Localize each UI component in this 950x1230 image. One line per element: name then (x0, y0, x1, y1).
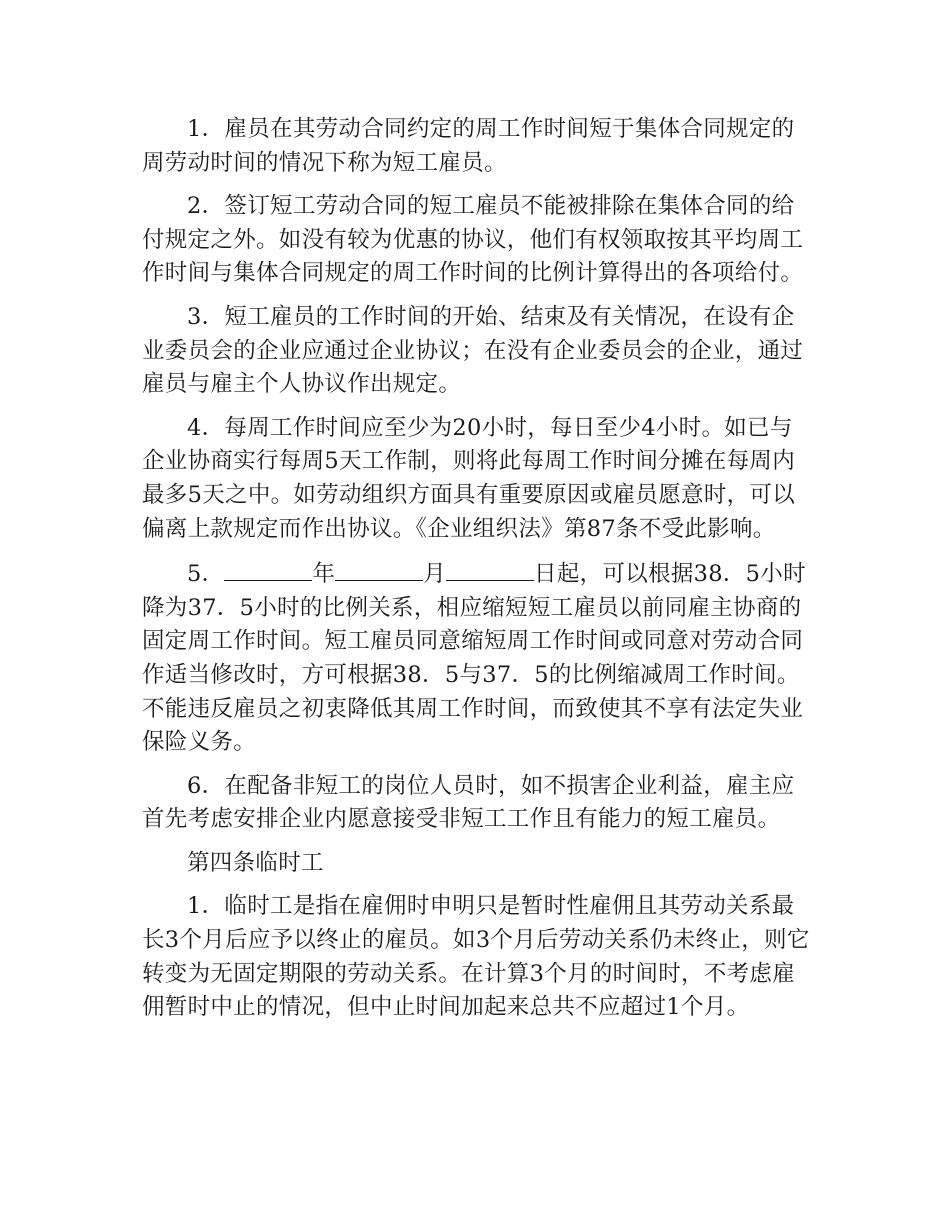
paragraph-1: 1．雇员在其劳动合同约定的周工作时间短于集体合同规定的周劳动时间的情况下称为短工雇员。 (142, 116, 795, 176)
month-label: 月 (423, 561, 447, 588)
paragraph-4: 4．每周工作时间应至少为20小时，每日至少4小时。如已与企业协商实行每周5天工作制，则将此每周工作时间分摊在每周内最多5天之中。如劳动组织方面具有重要原因或雇员愿意时，可以偏离上款规定而作出协议。《企业组织法》第87条不受此影响。 (142, 414, 796, 542)
year-label: 年 (312, 561, 336, 588)
paragraph-5 (142, 556, 812, 760)
section-heading: 第四条临时工 (187, 849, 324, 876)
year-blank (224, 556, 312, 581)
paragraph-7: 1．临时工是指在雇佣时申明只是暂时性雇佣且其劳动关系最长3个月后应予以终止的雇员。如3个月后劳动关系仍未终止，则它转变为无固定期限的劳动关系。在计算3个月的时间时，不考虑雇佣暂时中止的情况，但中止时间加起来总共不应超过1个月。 (142, 893, 810, 1021)
month-blank (335, 556, 423, 581)
paragraph-5-body: 日起，可以根据38．5小时降为37．5小时的比例关系，相应缩短短工雇员以前同雇主协商的固定周工作时间。短工雇员同意缩短周工作时间或同意对劳动合同作适当修改时，方可根据38．5与37．5的比例缩减周工作时间。不能违反雇员之初衷降低其周工作时间，而致使其不享有法定失业保险义务。 (142, 561, 806, 756)
paragraph-3: 3．短工雇员的工作时间的开始、结束及有关情况，在设有企业委员会的企业应通过企业协议；在没有企业委员会的企业，通过雇员与雇主个人协议作出规定。 (142, 303, 804, 398)
day-blank (446, 556, 534, 581)
paragraph-5-prefix: 5． (187, 561, 225, 588)
paragraph-2: 2．签订短工劳动合同的短工雇员不能被排除在集体合同的给付规定之外。如没有较为优惠的协议，他们有权领取按其平均周工作时间与集体合同规定的周工作时间的比例计算得出的各项给付。 (142, 193, 804, 287)
paragraph-6: 6．在配备非短工的岗位人员时，如不损害企业利益，雇主应首先考虑安排企业内愿意接受非短工工作且有能力的短工雇员。 (142, 772, 795, 833)
